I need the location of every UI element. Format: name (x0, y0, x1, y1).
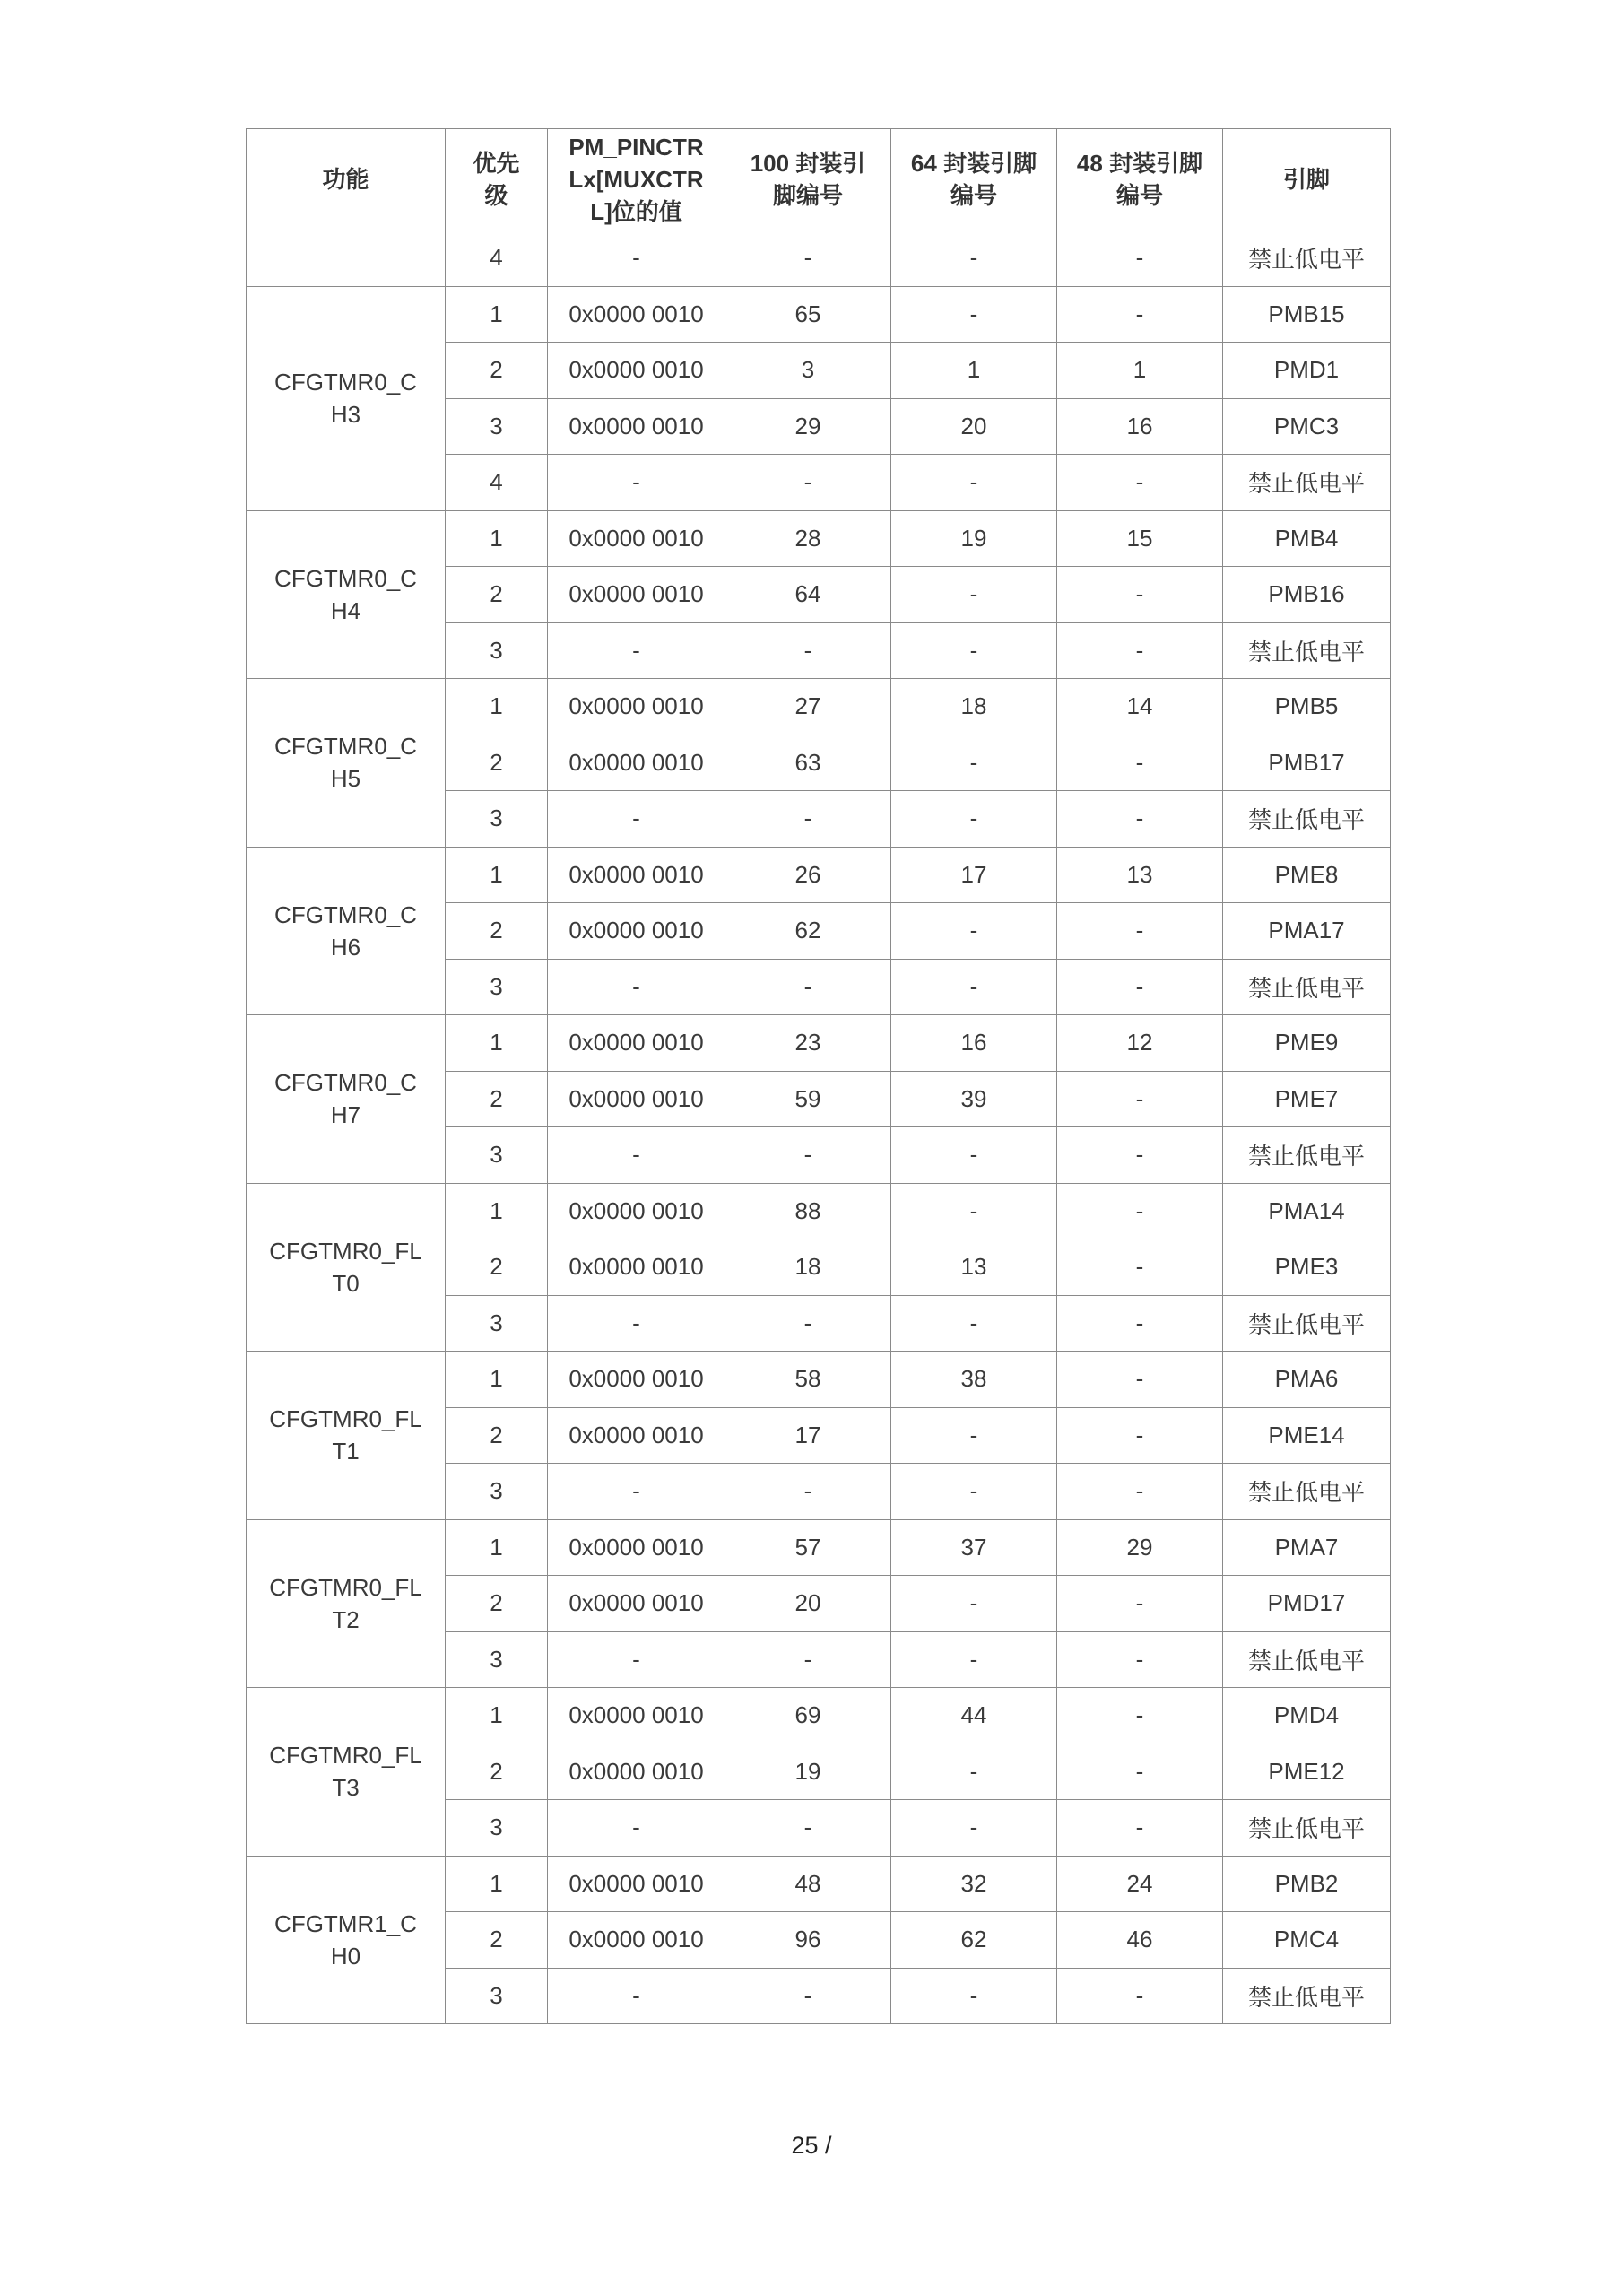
table-body (247, 230, 1391, 2024)
pin-name-cell: PMD1 (1223, 343, 1391, 399)
function-cell (247, 1519, 446, 1688)
pin-name-cell: 禁止低电平 (1223, 1295, 1391, 1352)
function-cell (247, 679, 446, 848)
muxctrl-cell: 0x0000 0010 (548, 1352, 725, 1408)
pin100-cell: 88 (725, 1183, 891, 1239)
pin64-cell: 1 (891, 343, 1057, 399)
pin-name-cell: PME7 (1223, 1071, 1391, 1127)
table-row (247, 847, 1391, 903)
priority-cell: 3 (446, 791, 548, 848)
priority-cell: 4 (446, 230, 548, 287)
function-cell (247, 286, 446, 510)
pin-name-cell: PME8 (1223, 847, 1391, 903)
pin-name-cell: 禁止低电平 (1223, 1631, 1391, 1688)
pin100-cell: 17 (725, 1407, 891, 1464)
header-text: 引脚 (1282, 166, 1330, 193)
pin64-cell: - (891, 622, 1057, 679)
muxctrl-cell: 0x0000 0010 (548, 1071, 725, 1127)
pin64-cell: - (891, 1464, 1057, 1520)
header-text: 100 封装引 (750, 150, 866, 177)
table-row (247, 1352, 1391, 1408)
muxctrl-cell: - (548, 1800, 725, 1857)
pin100-cell: - (725, 1127, 891, 1184)
muxctrl-cell: 0x0000 0010 (548, 286, 725, 343)
pin64-cell: - (891, 567, 1057, 623)
muxctrl-cell: 0x0000 0010 (548, 1856, 725, 1912)
function-text: CFGTMR0_C (274, 369, 417, 396)
pin-name-cell: PME9 (1223, 1015, 1391, 1072)
header-row (247, 129, 1391, 230)
pin100-cell: 3 (725, 343, 891, 399)
muxctrl-cell: 0x0000 0010 (548, 903, 725, 960)
pin64-cell: 13 (891, 1239, 1057, 1296)
header-text: 级 (484, 182, 508, 209)
pin-name-cell: PMB17 (1223, 735, 1391, 791)
table-row (247, 1183, 1391, 1239)
pin48-cell: - (1057, 1239, 1223, 1296)
priority-cell: 4 (446, 455, 548, 511)
muxctrl-cell: 0x0000 0010 (548, 1519, 725, 1576)
muxctrl-cell: - (548, 1464, 725, 1520)
pin64-cell: 19 (891, 510, 1057, 567)
header-text: 优先 (473, 150, 520, 177)
pin100-cell: 59 (725, 1071, 891, 1127)
muxctrl-cell: 0x0000 0010 (548, 847, 725, 903)
pin48-cell: 14 (1057, 679, 1223, 735)
muxctrl-cell: 0x0000 0010 (548, 1576, 725, 1632)
pin48-cell: - (1057, 1071, 1223, 1127)
pin-name-cell: PMA14 (1223, 1183, 1391, 1239)
pin100-cell: - (725, 1968, 891, 2024)
pin48-cell: - (1057, 791, 1223, 848)
priority-cell: 1 (446, 1015, 548, 1072)
pin64-cell: 38 (891, 1352, 1057, 1408)
muxctrl-cell: 0x0000 0010 (548, 1407, 725, 1464)
pin100-cell: 69 (725, 1688, 891, 1744)
muxctrl-cell: - (548, 230, 725, 287)
muxctrl-cell: 0x0000 0010 (548, 398, 725, 455)
priority-cell: 2 (446, 567, 548, 623)
pin64-cell: 44 (891, 1688, 1057, 1744)
priority-cell: 1 (446, 679, 548, 735)
header-priority (446, 129, 548, 230)
pin-name-cell: PMB16 (1223, 567, 1391, 623)
pin48-cell: - (1057, 1352, 1223, 1408)
pin48-cell: - (1057, 1800, 1223, 1857)
header-function (247, 129, 446, 230)
pin64-cell: 37 (891, 1519, 1057, 1576)
muxctrl-cell: - (548, 1295, 725, 1352)
pin-name-cell: 禁止低电平 (1223, 455, 1391, 511)
priority-cell: 3 (446, 622, 548, 679)
priority-cell: 2 (446, 1912, 548, 1969)
priority-cell: 2 (446, 735, 548, 791)
pin100-cell: 23 (725, 1015, 891, 1072)
priority-cell: 2 (446, 903, 548, 960)
header-text: 64 封装引脚 (910, 150, 1037, 177)
pin-name-cell: PMB5 (1223, 679, 1391, 735)
pin48-cell: - (1057, 1968, 1223, 2024)
muxctrl-cell: - (548, 622, 725, 679)
header-pin-100 (725, 129, 891, 230)
header-pin (1223, 129, 1391, 230)
table-row (247, 1688, 1391, 1744)
table-row (247, 286, 1391, 343)
pin48-cell: - (1057, 1744, 1223, 1800)
function-text: T1 (332, 1438, 360, 1465)
muxctrl-cell: 0x0000 0010 (548, 1015, 725, 1072)
pin64-cell: - (891, 230, 1057, 287)
function-text: H7 (330, 1101, 361, 1129)
muxctrl-cell: 0x0000 0010 (548, 1688, 725, 1744)
priority-cell: 3 (446, 1631, 548, 1688)
pin-name-cell: PMA6 (1223, 1352, 1391, 1408)
pin-name-cell: PMB2 (1223, 1856, 1391, 1912)
priority-cell: 3 (446, 1295, 548, 1352)
priority-cell: 1 (446, 1352, 548, 1408)
muxctrl-cell: 0x0000 0010 (548, 1239, 725, 1296)
function-cell (247, 510, 446, 679)
pin100-cell: 58 (725, 1352, 891, 1408)
header-text: Lx[MUXCTR (568, 166, 704, 193)
pin-name-cell: 禁止低电平 (1223, 1800, 1391, 1857)
pin100-cell: 18 (725, 1239, 891, 1296)
function-cell (247, 230, 446, 287)
function-text: CFGTMR0_C (274, 1069, 417, 1097)
header-pin-64 (891, 129, 1057, 230)
pin100-cell: 28 (725, 510, 891, 567)
priority-cell: 3 (446, 1968, 548, 2024)
pin100-cell: 96 (725, 1912, 891, 1969)
function-cell (247, 1183, 446, 1352)
table-row (247, 1519, 1391, 1576)
pin100-cell: - (725, 455, 891, 511)
priority-cell: 3 (446, 398, 548, 455)
pin64-cell: 62 (891, 1912, 1057, 1969)
header-text: 脚编号 (772, 182, 843, 209)
function-text: CFGTMR0_FL (269, 1742, 422, 1770)
pin64-cell: 18 (891, 679, 1057, 735)
pin-name-cell: PMA17 (1223, 903, 1391, 960)
page-number: 25 / (791, 2132, 832, 2159)
pin100-cell: 19 (725, 1744, 891, 1800)
muxctrl-cell: 0x0000 0010 (548, 735, 725, 791)
pin48-cell: - (1057, 1631, 1223, 1688)
pin100-cell: 57 (725, 1519, 891, 1576)
pin48-cell: 13 (1057, 847, 1223, 903)
pin-mux-table (246, 128, 1391, 2024)
function-cell (247, 847, 446, 1015)
priority-cell: 2 (446, 1744, 548, 1800)
header-text: 48 封装引脚 (1076, 150, 1203, 177)
header-muxctrl-value (548, 129, 725, 230)
pin64-cell: - (891, 455, 1057, 511)
function-cell (247, 1856, 446, 2024)
pin100-cell: 65 (725, 286, 891, 343)
pin48-cell: 12 (1057, 1015, 1223, 1072)
priority-cell: 1 (446, 1183, 548, 1239)
muxctrl-cell: - (548, 959, 725, 1015)
pin-name-cell: PME3 (1223, 1239, 1391, 1296)
function-cell (247, 1688, 446, 1857)
function-text: T2 (332, 1605, 360, 1633)
function-text: T0 (332, 1269, 360, 1297)
pin64-cell: - (891, 1576, 1057, 1632)
muxctrl-cell: 0x0000 0010 (548, 1744, 725, 1800)
muxctrl-cell: 0x0000 0010 (548, 1912, 725, 1969)
priority-cell: 3 (446, 959, 548, 1015)
muxctrl-cell: - (548, 1127, 725, 1184)
pin-name-cell: PMD17 (1223, 1576, 1391, 1632)
pin-name-cell: 禁止低电平 (1223, 959, 1391, 1015)
header-pin-48 (1057, 129, 1223, 230)
pin100-cell: 26 (725, 847, 891, 903)
priority-cell: 2 (446, 1407, 548, 1464)
pin100-cell: - (725, 1295, 891, 1352)
pin48-cell: 16 (1057, 398, 1223, 455)
pin48-cell: - (1057, 1127, 1223, 1184)
pin100-cell: 63 (725, 735, 891, 791)
pin-name-cell: PMC4 (1223, 1912, 1391, 1969)
pin100-cell: - (725, 959, 891, 1015)
pin-name-cell: 禁止低电平 (1223, 1968, 1391, 2024)
table-row (247, 679, 1391, 735)
pin100-cell: - (725, 622, 891, 679)
pin48-cell: - (1057, 567, 1223, 623)
pin100-cell: 27 (725, 679, 891, 735)
function-cell (247, 1352, 446, 1520)
function-text: CFGTMR0_FL (269, 1405, 422, 1433)
function-text: CFGTMR0_C (274, 564, 417, 592)
function-text: H6 (330, 933, 361, 961)
priority-cell: 2 (446, 1071, 548, 1127)
pin64-cell: 20 (891, 398, 1057, 455)
pin100-cell: 64 (725, 567, 891, 623)
pin48-cell: - (1057, 959, 1223, 1015)
muxctrl-cell: - (548, 1968, 725, 2024)
pin100-cell: 29 (725, 398, 891, 455)
pin64-cell: - (891, 903, 1057, 960)
pin48-cell: - (1057, 455, 1223, 511)
pin48-cell: - (1057, 903, 1223, 960)
pin100-cell: 48 (725, 1856, 891, 1912)
pin64-cell: - (891, 1968, 1057, 2024)
pin48-cell: 15 (1057, 510, 1223, 567)
pin48-cell: 24 (1057, 1856, 1223, 1912)
pin100-cell: 62 (725, 903, 891, 960)
header-text: PM_PINCTR (568, 134, 704, 161)
pin64-cell: - (891, 1127, 1057, 1184)
pin64-cell: - (891, 1800, 1057, 1857)
muxctrl-cell: - (548, 455, 725, 511)
priority-cell: 1 (446, 286, 548, 343)
pin48-cell: - (1057, 1407, 1223, 1464)
pin48-cell: - (1057, 735, 1223, 791)
pin48-cell: - (1057, 1464, 1223, 1520)
pin-name-cell: 禁止低电平 (1223, 791, 1391, 848)
muxctrl-cell: - (548, 791, 725, 848)
function-text: CFGTMR0_FL (269, 1573, 422, 1601)
pin-name-cell: PME12 (1223, 1744, 1391, 1800)
priority-cell: 1 (446, 510, 548, 567)
pin-name-cell: 禁止低电平 (1223, 622, 1391, 679)
table-header (247, 129, 1391, 230)
table-row (247, 510, 1391, 567)
function-text: CFGTMR0_C (274, 733, 417, 761)
pin48-cell: 1 (1057, 343, 1223, 399)
pin48-cell: - (1057, 230, 1223, 287)
pin-name-cell: PME14 (1223, 1407, 1391, 1464)
pin48-cell: 46 (1057, 1912, 1223, 1969)
pin64-cell: - (891, 1744, 1057, 1800)
function-text: CFGTMR0_FL (269, 1237, 422, 1265)
table-row (247, 1856, 1391, 1912)
muxctrl-cell: 0x0000 0010 (548, 679, 725, 735)
priority-cell: 1 (446, 1688, 548, 1744)
function-text: H5 (330, 765, 361, 793)
priority-cell: 2 (446, 1576, 548, 1632)
function-text: CFGTMR1_C (274, 1909, 417, 1937)
pin100-cell: - (725, 1631, 891, 1688)
muxctrl-cell: - (548, 1631, 725, 1688)
pin-name-cell: PMB4 (1223, 510, 1391, 567)
priority-cell: 1 (446, 1856, 548, 1912)
pin100-cell: - (725, 1464, 891, 1520)
table-row (247, 1015, 1391, 1072)
function-text: CFGTMR0_C (274, 900, 417, 928)
pin48-cell: - (1057, 1295, 1223, 1352)
function-text: H4 (330, 596, 361, 624)
pin-name-cell: PMB15 (1223, 286, 1391, 343)
function-cell (247, 1015, 446, 1184)
pin-name-cell: 禁止低电平 (1223, 1127, 1391, 1184)
pin64-cell: - (891, 1295, 1057, 1352)
muxctrl-cell: 0x0000 0010 (548, 343, 725, 399)
function-text: H0 (330, 1942, 361, 1970)
pin-name-cell: PMA7 (1223, 1519, 1391, 1576)
table-row (247, 230, 1391, 287)
pin48-cell: - (1057, 286, 1223, 343)
muxctrl-cell: 0x0000 0010 (548, 510, 725, 567)
pin64-cell: 39 (891, 1071, 1057, 1127)
pin64-cell: - (891, 791, 1057, 848)
priority-cell: 3 (446, 1127, 548, 1184)
pin100-cell: 20 (725, 1576, 891, 1632)
pin64-cell: - (891, 735, 1057, 791)
muxctrl-cell: 0x0000 0010 (548, 1183, 725, 1239)
pin100-cell: - (725, 791, 891, 848)
priority-cell: 3 (446, 1464, 548, 1520)
header-text: 功能 (322, 166, 369, 193)
function-text: H3 (330, 401, 361, 428)
pin64-cell: - (891, 1631, 1057, 1688)
header-text: 编号 (950, 182, 997, 209)
priority-cell: 1 (446, 1519, 548, 1576)
pin48-cell: - (1057, 622, 1223, 679)
pin64-cell: - (891, 1183, 1057, 1239)
pin48-cell: - (1057, 1183, 1223, 1239)
pin64-cell: 16 (891, 1015, 1057, 1072)
pin48-cell: - (1057, 1576, 1223, 1632)
header-text: 编号 (1115, 182, 1163, 209)
muxctrl-cell: 0x0000 0010 (548, 567, 725, 623)
priority-cell: 2 (446, 343, 548, 399)
header-text: L]位的值 (590, 198, 682, 225)
priority-cell: 3 (446, 1800, 548, 1857)
pin-name-cell: PMC3 (1223, 398, 1391, 455)
pin64-cell: 17 (891, 847, 1057, 903)
pin48-cell: 29 (1057, 1519, 1223, 1576)
pin64-cell: - (891, 1407, 1057, 1464)
pin-name-cell: 禁止低电平 (1223, 230, 1391, 287)
pin64-cell: - (891, 286, 1057, 343)
priority-cell: 1 (446, 847, 548, 903)
pin64-cell: 32 (891, 1856, 1057, 1912)
function-text: T3 (332, 1774, 360, 1802)
pin-name-cell: 禁止低电平 (1223, 1464, 1391, 1520)
pin100-cell: - (725, 1800, 891, 1857)
pin-name-cell: PMD4 (1223, 1688, 1391, 1744)
pin64-cell: - (891, 959, 1057, 1015)
priority-cell: 2 (446, 1239, 548, 1296)
pin48-cell: - (1057, 1688, 1223, 1744)
pin100-cell: - (725, 230, 891, 287)
